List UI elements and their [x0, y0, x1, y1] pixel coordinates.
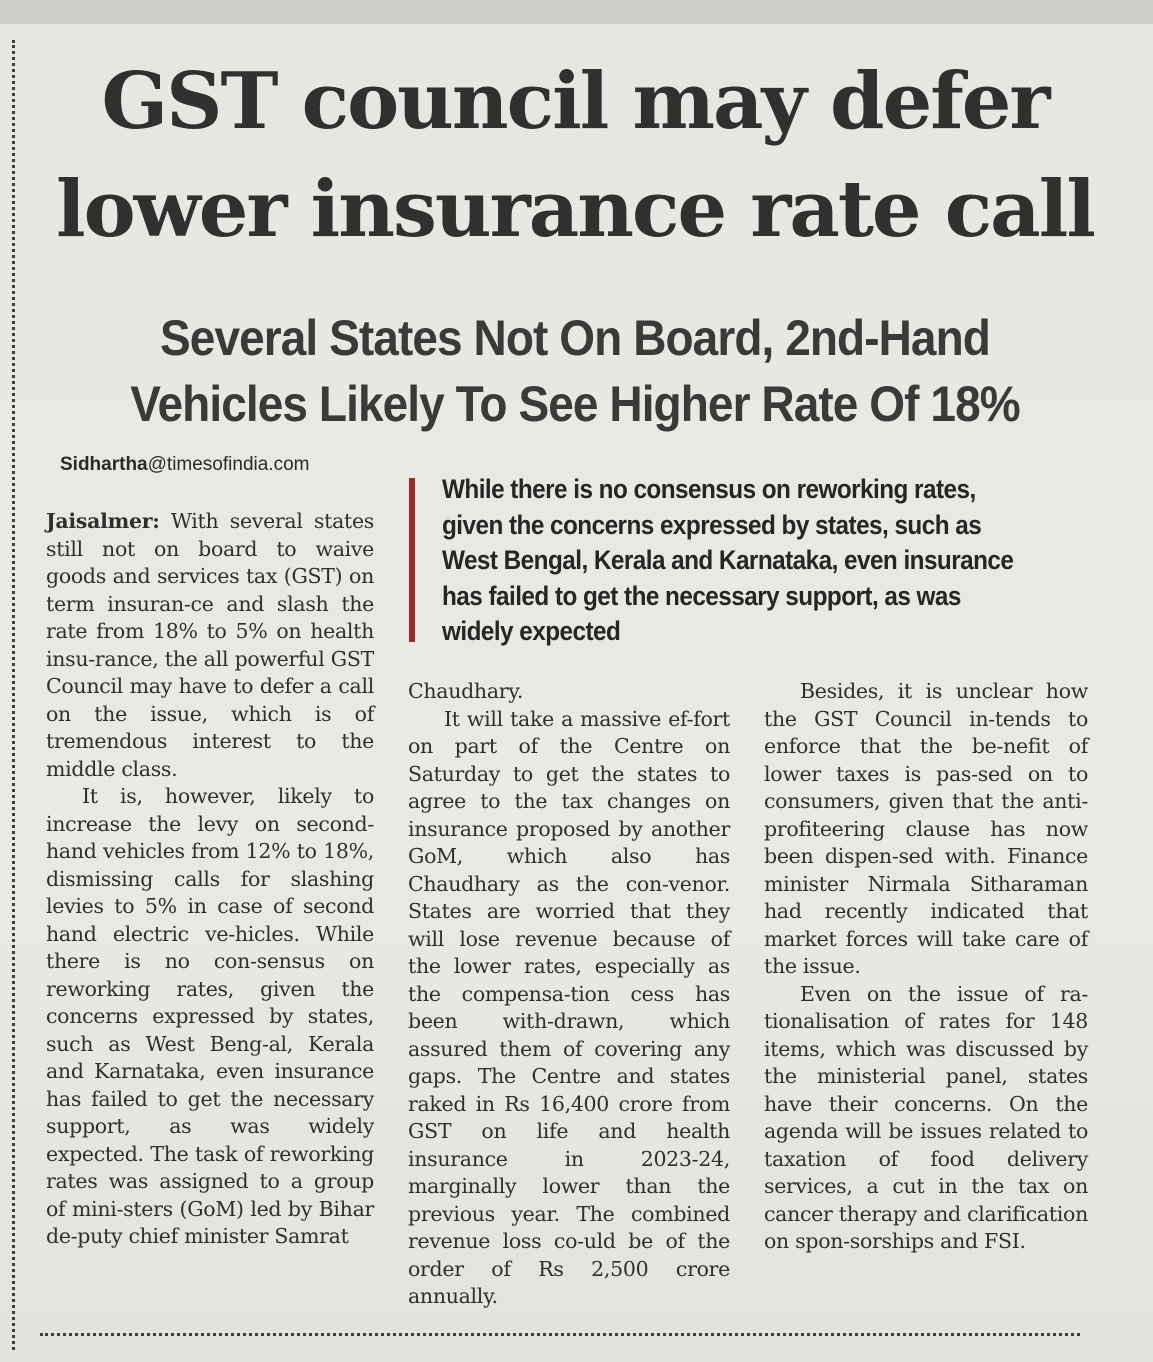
headline: GST council may defer lower insurance rate call [55, 56, 1094, 255]
subheadline: Several States Not On Board, 2nd-Hand Vehicles Likely To See Higher Rate Of 18% [130, 310, 1020, 432]
article-column-2 [408, 678, 730, 1311]
dateline: Jaisalmer: [46, 509, 160, 533]
byline-name: Sidhartha [60, 454, 148, 475]
dotted-bottom-rule [40, 1333, 1080, 1336]
byline-domain: @timesofindia.com [147, 454, 310, 475]
paragraph-2: It is, however, likely to increase the levy on second-hand vehicles from 12% to 18%, dismissing calls for slashing levies to 5% in case of second hand electric ve-hicles. While there is no con-sensus on reworking rates, given the concerns expressed by states, such as West Beng-al, Kerala and Karnataka, even insurance has failed to get the necessary support, as was widely expected. The task of reworking rates was assigned to a group of mini-sters (GoM) led by Bihar de-puty chief minister Samrat [46, 784, 374, 1248]
page-top-edge [0, 0, 1153, 24]
dotted-column-rule [12, 40, 15, 1350]
pull-quote: While there is no consensus on reworking rates, given the concerns expressed by states, such as West Bengal, Kerala and Karnataka, even insurance has failed to get the necessary support, as was widely expected [442, 474, 1014, 646]
paragraph-1-text: With several states still not on board to waive goods and services tax (GST) on term insuran-ce and slash the rate from 18% to 5% on health insu-rance, the all powerful GST Council may have to defer a call on the issue, which is of tremendous interest to the middle class. [46, 509, 375, 781]
paragraph-1 [46, 508, 374, 783]
byline [60, 454, 309, 476]
paragraph-2-continued: Chaudhary. [408, 679, 524, 703]
article-column-1 [46, 508, 374, 1251]
pull-quote-bar [409, 478, 415, 642]
paragraph-5: Even on the issue of ra-tionalisation of rates for 148 items, which was discussed by the ministerial panel, states have their concerns. On the agenda will be issues related to taxation of food delivery services, a cut in the tax on cancer therapy and clarification on spon-sorships and FSI. [764, 981, 1088, 1253]
paragraph-3: It will take a massive ef-fort on part of the Centre on Saturday to get the states to agree to the tax changes on insurance proposed by another GoM, which also has Chaudhary as the con-venor. States are worried that they will lose revenue because of the lower rates, especially as the compensa-tion cess has been with-drawn, which assured them of covering any gaps. The Centre and states raked in Rs 16,400 crore from GST on life and health insurance in 2023-24, marginally lower than the previous year. The combined revenue loss co-uld be of the order of Rs 2,500 crore annually. [408, 706, 730, 1308]
article-column-3 [764, 678, 1088, 1256]
paragraph-4: Besides, it is unclear how the GST Council in-tends to enforce that the be-nefit of lower taxes is pas-sed on to consumers, given that the anti-profiteering clause has now been dispen-sed with. Finance minister Nirmala Sitharaman had recently indicated that market forces will take care of the issue. [764, 679, 1088, 978]
